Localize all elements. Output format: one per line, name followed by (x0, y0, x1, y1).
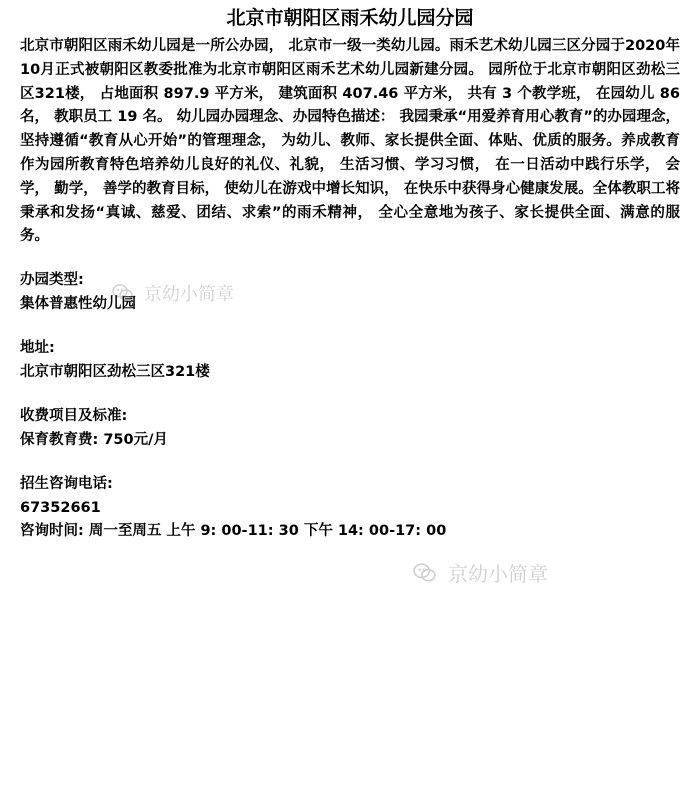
type-section (20, 269, 680, 316)
contact-phone: 67352661 (20, 499, 101, 516)
contact-section (20, 473, 680, 544)
type-value: 集体普惠性幼儿园 (20, 295, 136, 312)
wechat-logo-icon (412, 562, 438, 584)
intro-paragraph: 北京市朝阳区雨禾幼儿园是一所公办园， 北京市一级一类幼儿园。雨禾艺术幼儿园三区分园于2020年10月正式被朝阳区教委批准为北京市朝阳区雨禾艺术幼儿园新建分园。 园所位于北京市朝阳区劲松三区321楼， 占地面积 897.9 平方米， 建筑面积 407.46 平方米， 共有 3 个教学班， 在园幼儿 86 名， 教职员工 19 名。 幼儿园办园理念、办园特色描述： 我园秉承“用爱养育用心教育”的办园理念， 坚持遵循“教育从心开始”的管理理念， 为幼儿、教师、家长提供全面、体贴、优质的服务。养成教育作为园所教育特色培养幼儿良好的礼仪、礼貌， 生活习惯、学习习惯， 在一日活动中践行乐学， 会学， 勤学， 善学的教育目标， 使幼儿在游戏中增长知识， 在快乐中获得身心健康发展。全体教职工将秉承和发扬“真诚、慈爱、团结、求索”的雨禾精神， 全心全意地为孩子、家长提供全面、满意的服务。 (20, 38, 680, 245)
contact-label: 招生咨询电话: (20, 476, 113, 492)
page-title: 北京市朝阳区雨禾幼儿园分园 (226, 7, 474, 29)
address-section (20, 337, 680, 384)
fee-label: 收费项目及标准: (20, 408, 128, 424)
type-label: 办园类型: (20, 272, 84, 288)
address-label: 地址: (20, 340, 55, 356)
watermark (412, 558, 548, 587)
fee-value: 保育教育费: 750元/月 (20, 431, 168, 448)
fee-section (20, 405, 680, 452)
watermark-text: 京幼小简章 (448, 562, 548, 586)
contact-hours: 咨询时间: 周一至周五 上午 9: 00-11: 30 下午 14: 00-17: 00 (20, 523, 447, 539)
address-value: 北京市朝阳区劲松三区321楼 (20, 363, 210, 380)
watermark-text: 京幼小简章 (144, 284, 234, 305)
